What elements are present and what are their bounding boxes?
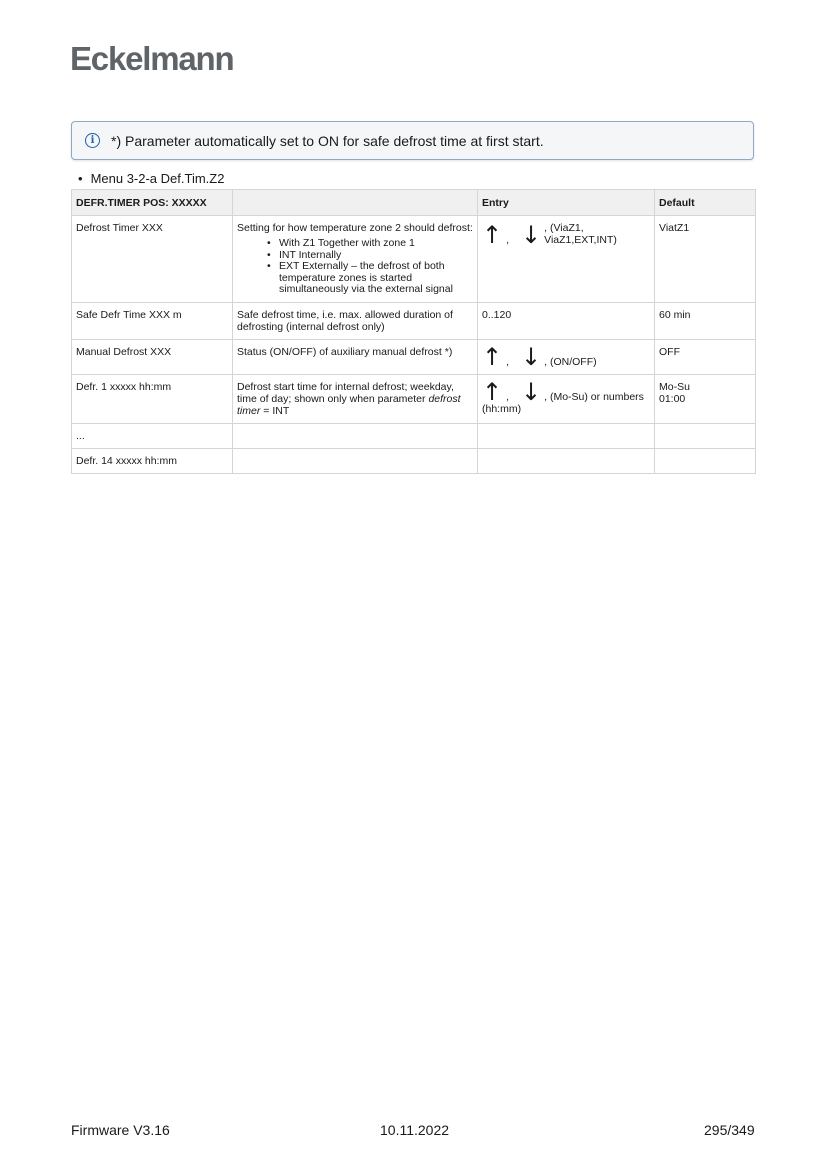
table-row (72, 448, 756, 473)
arrow-down-icon: ↓ (521, 221, 542, 249)
arrow-separator: , (506, 390, 510, 403)
description-text-end: = INT (263, 404, 290, 417)
entry-arrows (482, 377, 646, 406)
header-entry: Entry (478, 190, 655, 216)
arrow-up-icon: ↑ (482, 221, 503, 249)
list-item: • EXT Externally – the defrost of both temperature zones is started simultaneously via the external signal (279, 261, 473, 296)
parameter-table (71, 189, 756, 474)
param-description (233, 448, 478, 473)
param-name: ... (72, 423, 233, 448)
list-item: • INT Internally (279, 250, 473, 262)
arrow-down-icon: ↓ (521, 377, 542, 406)
table-row (72, 339, 756, 374)
arrow-down-icon: ↓ (521, 342, 542, 371)
param-name: Defr. 14 xxxxx hh:mm (72, 448, 233, 473)
param-entry (478, 339, 655, 374)
param-name: Safe Defr Time XXX m (72, 302, 233, 339)
table-row (72, 423, 756, 448)
param-description (233, 216, 478, 303)
arrow-up-icon: ↑ (482, 377, 503, 406)
list-item: • With Z1 Together with zone 1 (279, 238, 473, 250)
info-icon: i (85, 133, 100, 148)
entry-arrows (482, 342, 599, 371)
table-row (72, 374, 756, 423)
entry-values: , (Mo-Su) or numbers (544, 390, 644, 403)
table-row (72, 216, 756, 303)
description-text: Defrost start time for internal defrost; weekday, time of day; shown only when parameter (237, 380, 454, 405)
param-entry (478, 423, 655, 448)
entry-values: , (ON/OFF) (544, 355, 597, 368)
info-text: *) Parameter automatically set to ON for safe defrost time at first start. (111, 132, 544, 149)
table-row (72, 302, 756, 339)
footer-page-number: 295/349 (704, 1122, 755, 1138)
eckelmann-logo: Eckelmann (70, 40, 234, 77)
param-default (655, 423, 756, 448)
param-entry: 0..120 (478, 302, 655, 339)
param-default: ViatZ1 (655, 216, 756, 303)
param-name: Manual Defrost XXX (72, 339, 233, 374)
param-default (655, 448, 756, 473)
param-entry (478, 216, 655, 303)
description-text: Setting for how temperature zone 2 should defrost: (237, 222, 473, 234)
entry-values-cont: (hh:mm) (482, 402, 522, 415)
param-description: Safe defrost time, i.e. max. allowed duration of defrosting (internal defrost only) (233, 302, 478, 339)
param-default: OFF (655, 339, 756, 374)
header-description (233, 190, 478, 216)
entry-values: , (ViaZ1, ViaZ1,EXT,INT) (544, 222, 617, 246)
param-default: 60 min (655, 302, 756, 339)
bullet: • (78, 171, 83, 186)
param-entry (478, 374, 655, 423)
param-entry (478, 448, 655, 473)
entry-arrows (482, 221, 650, 249)
param-name: Defr. 1 xxxxx hh:mm (72, 374, 233, 423)
param-default (655, 374, 756, 423)
info-panel (71, 121, 754, 160)
header-parameter: DEFR.TIMER POS: XXXXX (72, 190, 233, 216)
param-description: Status (ON/OFF) of auxiliary manual defrost *) (233, 339, 478, 374)
description-italic: defrost timer (237, 392, 461, 417)
table-header-row (72, 190, 756, 216)
menu-reference (78, 171, 224, 186)
arrow-up-icon: ↑ (482, 342, 503, 371)
footer-date: 10.11.2022 (380, 1122, 450, 1138)
param-description (233, 374, 478, 423)
menu-label: Menu 3-2-a Def.Tim.Z2 (90, 171, 225, 186)
option-list (237, 238, 473, 296)
param-description (233, 423, 478, 448)
arrow-separator: , (506, 234, 510, 246)
header-default: Default (655, 190, 756, 216)
default-time: 01:00 (659, 392, 686, 405)
default-day: Mo-Su (659, 380, 690, 393)
param-name: Defrost Timer XXX (72, 216, 233, 303)
arrow-separator: , (506, 355, 510, 368)
footer-firmware: Firmware V3.16 (71, 1122, 170, 1138)
